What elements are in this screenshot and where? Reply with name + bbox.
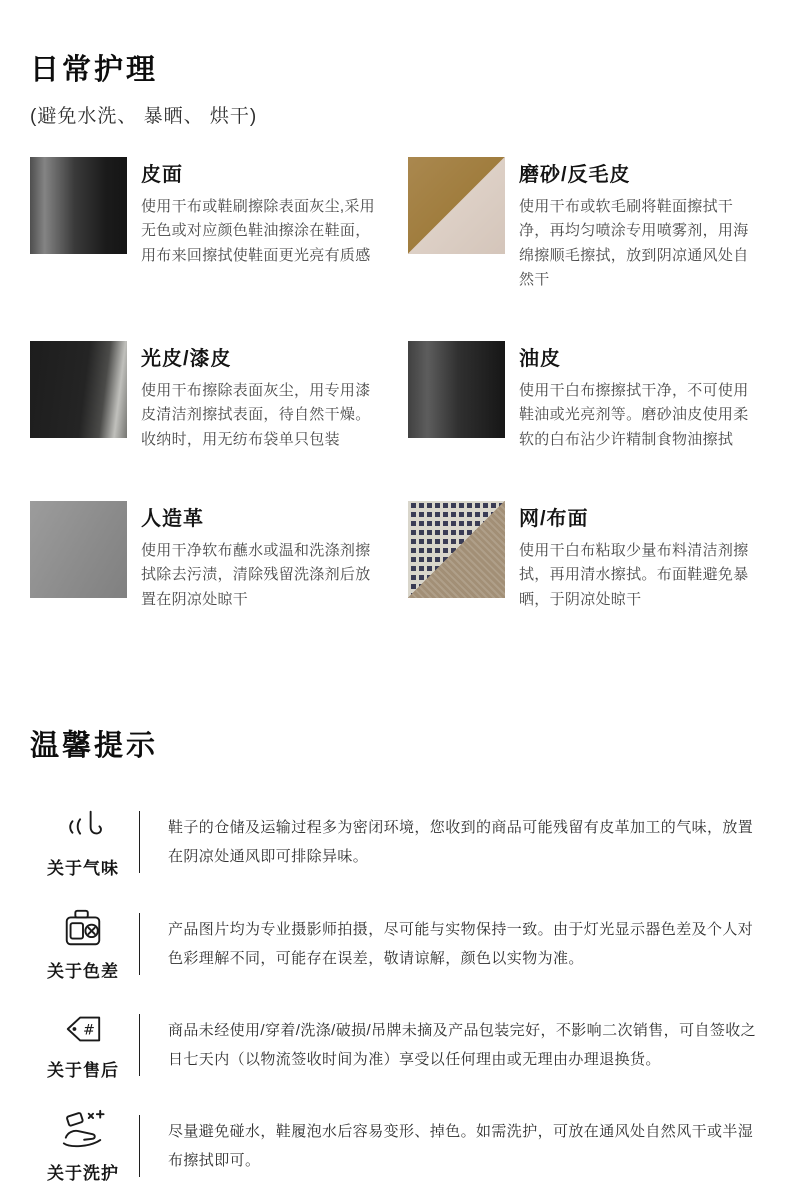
care-card-title: 油皮	[519, 348, 561, 371]
daily-care-heading: 日常护理	[30, 54, 159, 86]
care-card-title: 网/布面	[519, 508, 589, 531]
svg-text:#: #	[83, 1022, 95, 1039]
care-grid	[30, 157, 760, 612]
black-leather-swatch-image	[30, 157, 127, 254]
care-card-title: 磨砂/反毛皮	[519, 164, 631, 186]
care-card-text	[141, 341, 382, 452]
synthetic-leather-swatch-image	[30, 501, 127, 598]
vertical-divider	[139, 811, 140, 873]
tip-icon-column	[30, 1108, 136, 1184]
care-card-text	[519, 501, 760, 612]
tip-row-after-sales	[30, 1009, 760, 1081]
care-card-text	[519, 157, 760, 292]
tip-icon-column	[30, 1009, 136, 1081]
tips-list	[30, 805, 760, 1184]
vertical-divider	[139, 1115, 140, 1177]
care-card-title: 光皮/漆皮	[141, 348, 232, 371]
care-card-patent-leather	[30, 341, 382, 452]
tip-icon-column	[30, 805, 136, 879]
tip-label: 关于色差	[47, 961, 119, 981]
care-card-description: 使用干白布擦擦拭干净，不可使用鞋油或光亮剂等。磨砂油皮使用柔软的白布沾少许精制食物油擦拭	[519, 382, 749, 448]
camera-icon	[60, 906, 106, 950]
daily-care-subtitle: (避免水洗、 暴晒、 烘干)	[30, 106, 258, 127]
care-card-text	[519, 341, 760, 452]
tip-label: 关于洗护	[47, 1163, 119, 1183]
care-card-title: 人造革	[141, 508, 204, 531]
tip-label: 关于售后	[47, 1060, 119, 1080]
tip-text: 商品未经使用/穿着/洗涤/破损/吊牌未摘及产品包装完好，不影响二次销售，可自签收之日七天内（以物流签收时间为准）享受以任何理由或无理由办理退换货。	[168, 1021, 757, 1068]
care-card-oil-leather	[408, 341, 760, 452]
mesh-fabric-swatch-image	[408, 501, 505, 598]
vertical-divider	[139, 1014, 140, 1076]
care-card-title: 皮面	[141, 164, 183, 186]
care-card-description: 使用干净软布蘸水或温和洗涤剂擦拭除去污渍，清除残留洗涤剂后放置在阴凉处晾干	[141, 542, 371, 608]
oil-leather-swatch-image	[408, 341, 505, 438]
price-tag-icon	[60, 1009, 106, 1049]
tip-text: 尽量避免碰水，鞋履泡水后容易变形、掉色。如需洗护，可放在通风处自然风干或半湿布擦拭即可。	[168, 1122, 754, 1169]
tip-row-color-difference	[30, 906, 760, 982]
care-card-description: 使用干白布粘取少量布料清洁剂擦拭，再用清水擦拭。布面鞋避免暴晒，于阴凉处晾干	[519, 542, 749, 608]
tip-label: 关于气味	[47, 858, 119, 878]
tip-row-washing-care	[30, 1108, 760, 1184]
care-card-suede	[408, 157, 760, 292]
nose-icon	[60, 805, 106, 847]
care-card-text	[141, 157, 382, 292]
vertical-divider	[139, 913, 140, 975]
patent-leather-swatch-image	[30, 341, 127, 438]
care-card-description: 使用干布或鞋刷擦除表面灰尘,采用无色或对应颜色鞋油擦涂在鞋面，用布来回擦拭使鞋面更光亮有质感	[141, 198, 375, 264]
care-card-leather	[30, 157, 382, 292]
tip-icon-column	[30, 906, 136, 982]
tip-text: 产品图片均为专业摄影师拍摄，尽可能与实物保持一致。由于灯光显示器色差及个人对色彩理解不同，可能存在误差，敬请谅解，颜色以实物为准。	[168, 920, 754, 967]
warm-tips-heading: 温馨提示	[30, 729, 159, 762]
care-card-synthetic-leather	[30, 501, 382, 612]
gold-leather-suede-swatch-image	[408, 157, 505, 254]
care-card-text	[141, 501, 382, 612]
tip-text: 鞋子的仓储及运输过程多为密闭环境，您收到的商品可能残留有皮革加工的气味，放置在阴凉处通风即可排除异味。	[168, 818, 754, 865]
care-card-mesh-fabric	[408, 501, 760, 612]
tip-row-odor	[30, 805, 760, 879]
care-card-description: 使用干布或软毛刷将鞋面擦拭干净，再均匀喷涂专用喷雾剂，用海绵擦顺毛擦拭，放到阴凉通风处自然干	[519, 198, 749, 288]
hand-wipe-icon	[59, 1108, 107, 1152]
care-card-description: 使用干布擦除表面灰尘，用专用漆皮清洁剂擦拭表面，待自然干燥。收纳时，用无纺布袋单只包装	[141, 382, 371, 448]
